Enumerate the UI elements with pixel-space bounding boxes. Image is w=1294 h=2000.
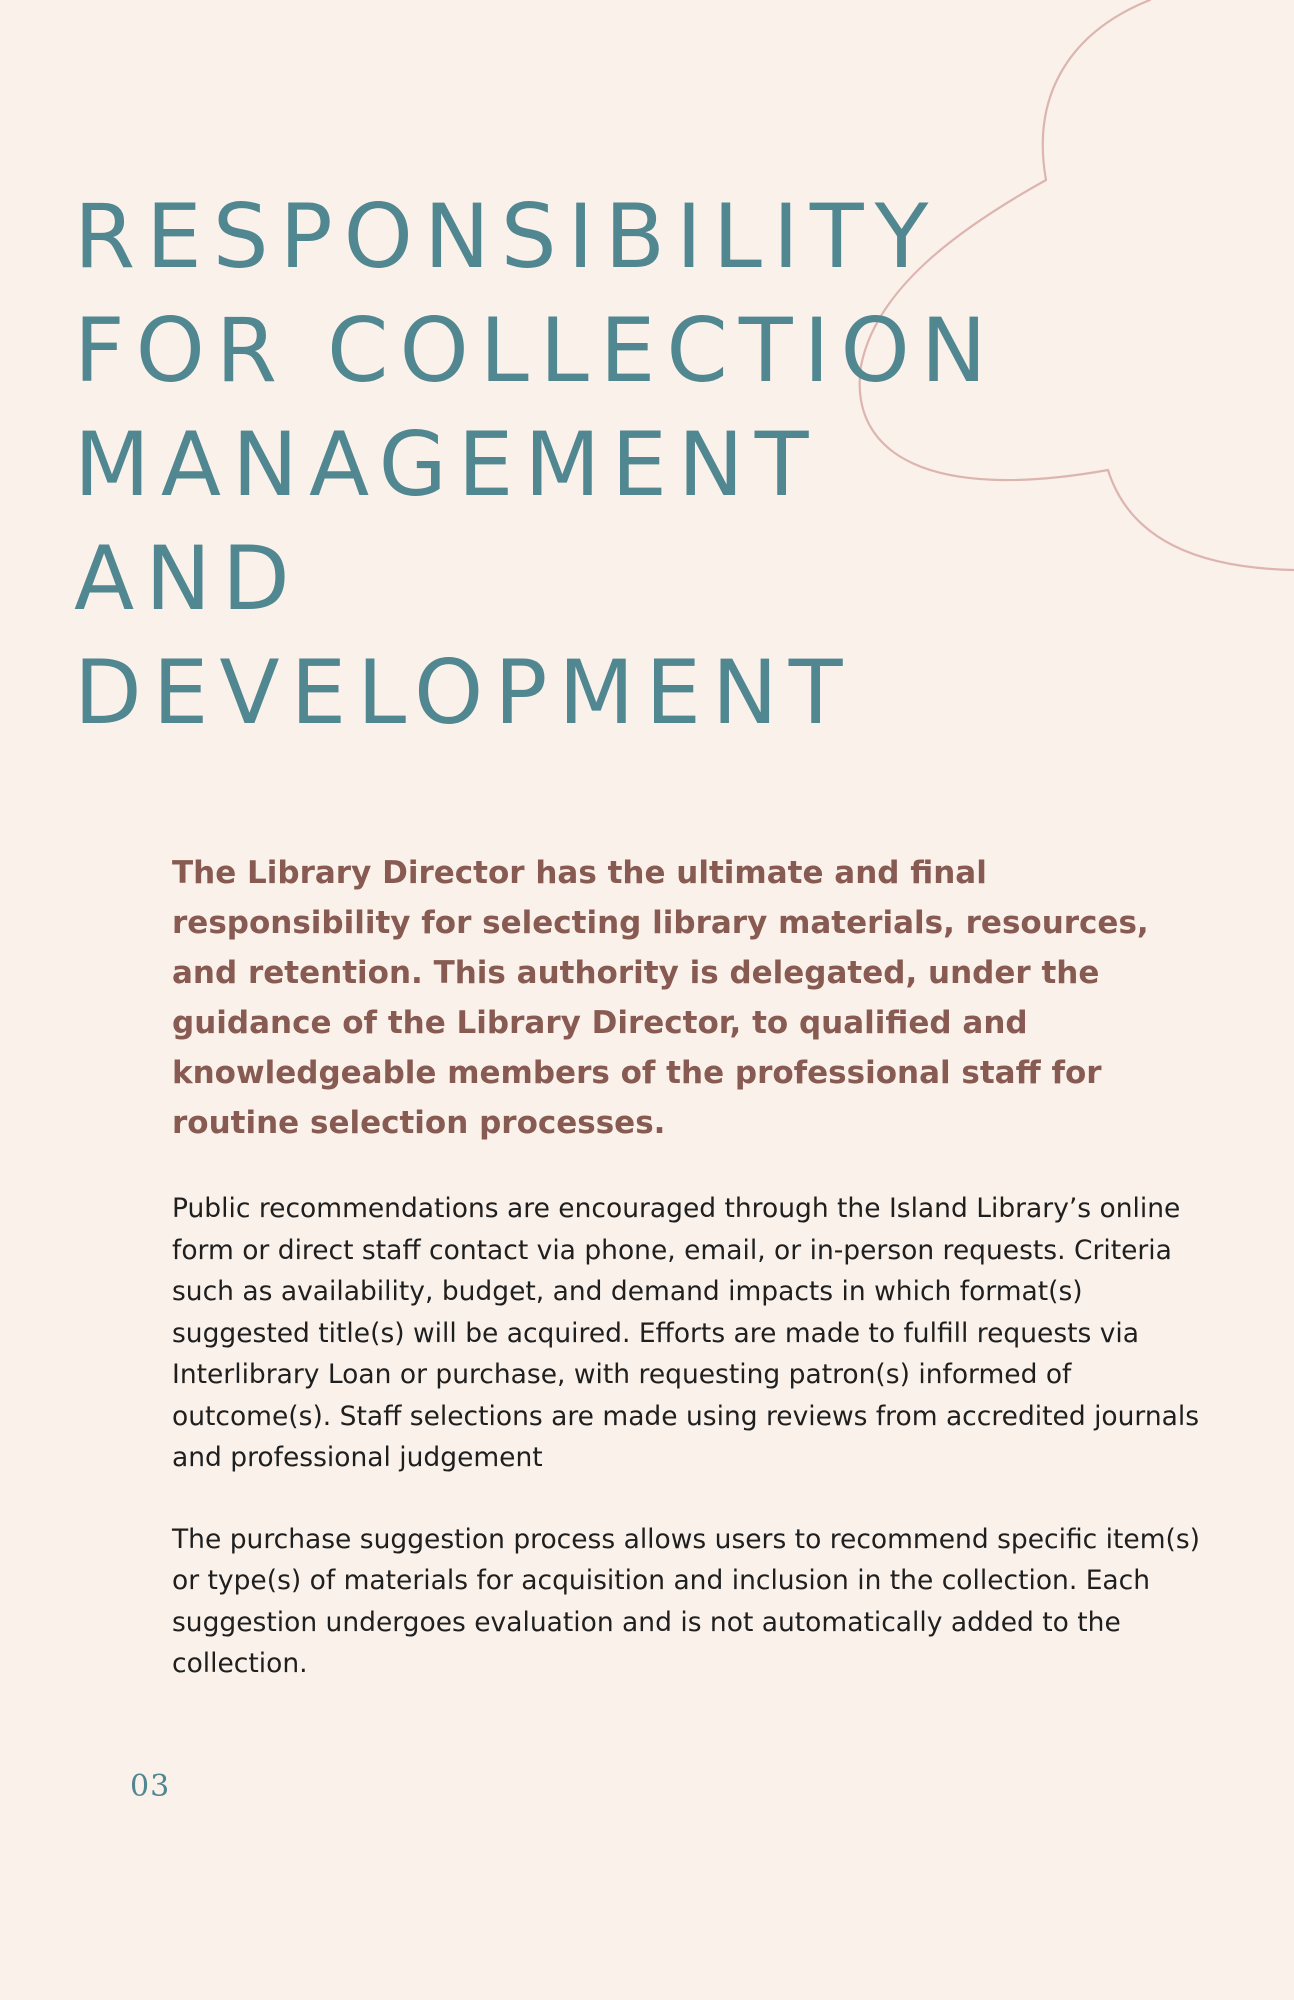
title-line: FOR COLLECTION [74,299,998,402]
title-line: AND [74,527,301,630]
title-line: DEVELOPMENT [74,641,854,744]
body-paragraph: The purchase suggestion process allows users to recommend specific item(s) or type(s) of materials for acquisition and inclusion in the collection. Each suggestion undergoes evaluation and is not automatically added to the collection. [172,1523,1200,1679]
content-section [172,848,1212,1725]
body-paragraph: Public recommendations are encouraged through the Island Library’s online form or direct staff contact via phone, email, or in-person requests. Criteria such as availability, budget, and demand impacts in which format(s) suggested title(s) will be acquired. Efforts are made to fulfill requests via Interlibrary Loan or purchase, with requesting patron(s) informed of outcome(s). Staff selections are made using reviews from accredited journals and professional judgement [172,1193,1200,1473]
lead-paragraph: The Library Director has the ultimate and final responsibility for selecting library materials, resources, and retention. This authority is delegated, under the guidance of the Library Director, to qualified and knowledgeable members of the professional staff for routine selection processes. [172,855,1149,1141]
title-line: MANAGEMENT [74,413,820,516]
page-title [74,180,1074,750]
page-number: 03 [130,1769,171,1804]
title-line: RESPONSIBILITY [74,185,940,288]
